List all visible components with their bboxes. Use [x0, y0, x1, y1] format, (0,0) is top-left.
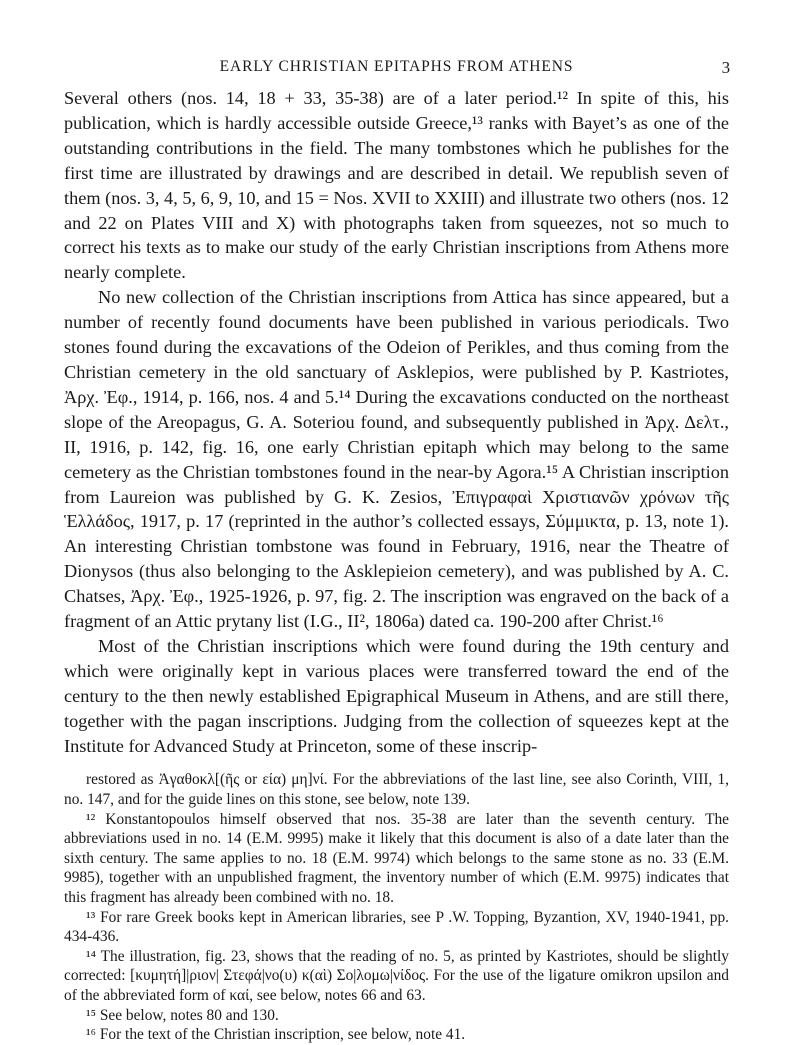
footnote: ¹³ For rare Greek books kept in American libraries, see P .W. Topping, Byzantion, XV, 1940-1941, pp. 434-436. — [64, 908, 729, 946]
paragraph: No new collection of the Christian inscriptions from Attica has since appeared, but a number of recently found documents have been published in various periodicals. Two stones found during the excavations of the Odeion of Perikles, and thus coming from the Christian cemetery in the old sanctuary of Asklepios, were published by P. Kastriotes, Ἀρχ. Ἐφ., 1914, p. 166, nos. 4 and 5.¹⁴ During the excavations conducted on the northeast slope of the Areopagus, G. A. Soteriou found, and subsequently published in Ἀρχ. Δελτ., II, 1916, p. 142, fig. 16, one early Christian epitaph which may belong to the same cemetery as the Christian tombstones found in the near-by Agora.¹⁵ A Christian inscription from Laureion was published by G. K. Zesios, Ἐπιγραφαὶ Χριστιανῶν χρόνων τῆς Ἑλλάδος, 1917, p. 17 (reprinted in the author’s collected essays, Σύμμικτα, p. 13, note 1). An interesting Christian tombstone was found in February, 1916, near the Theatre of Dionysos (thus also belonging to the Asklepieion cemetery), and was published by A. C. Chatses, Ἀρχ. Ἐφ., 1925-1926, p. 97, fig. 2. The inscription was engraved on the back of a fragment of an Attic prytany list (I.G., II², 1806a) dated ca. 190-200 after Christ.¹⁶ — [64, 287, 729, 632]
page — [64, 56, 729, 1045]
paragraph: Most of the Christian inscriptions which were found during the 19th century and which were originally kept in various places were transferred toward the end of the century to the then newly established Epigraphical Museum in Athens, and are still there, together with the pagan inscriptions. Judging from the collection of squeezes kept at the Institute for Advanced Study at Princeton, some of these inscrip- — [64, 635, 729, 756]
footnote: ¹⁶ For the text of the Christian inscription, see below, note 41. — [86, 1026, 466, 1044]
page-number: 3 — [721, 58, 731, 77]
running-title: EARLY CHRISTIAN EPITAPHS FROM ATHENS — [219, 58, 574, 75]
footnote: ¹⁴ The illustration, fig. 23, shows that the reading of no. 5, as printed by Kastriotes, should be slightly corrected: [κυμητή]|ριον| Στεφά|νο(υ) κ(αὶ) Σο|λομω|νίδος. For the use of the ligature omikron upsilon and of the abbreviated form of καί, see below, notes 66 and 63. — [64, 947, 729, 1004]
footnotes — [64, 770, 729, 1044]
paragraph: Several others (nos. 14, 18 + 33, 35-38) are of a later period.¹² In spite of this, his publication, which is hardly accessible outside Greece,¹³ ranks with Bayet’s as one of the outstanding contributions in the field. The many tombstones which he publishes for the first time are illustrated by drawings and are described in detail. We republish seven of them (nos. 3, 4, 5, 6, 9, 10, and 15 = Nos. XVII to XXIII) and illustrate two others (nos. 12 and 22 on Plates VIII and X) with photographs taken from squeezes, not so much to correct his texts as to make our study of the early Christian inscriptions from Athens more nearly complete. — [64, 88, 729, 283]
footnote-continuation: restored as Ἀγαθοκλ[(ῆς or εία) μη]νί. For the abbreviations of the last line, see also Corinth, VIII, 1, no. 147, and for the guide lines on this stone, see below, note 139. — [64, 771, 729, 809]
main-text — [64, 86, 729, 758]
running-header — [64, 56, 729, 82]
footnote: ¹⁵ See below, notes 80 and 130. — [86, 1006, 279, 1024]
footnote: ¹² Konstantopoulos himself observed that nos. 35-38 are later than the seventh century. The abbreviations used in no. 14 (E.M. 9995) make it likely that this document is also of a date later than the sixth century. The same applies to no. 18 (E.M. 9974) which belongs to the same stone as no. 33 (E.M. 9985), together with an unpublished fragment, the inventory number of which (E.M. 9975) indicates that this fragment has already been combined with no. 18. — [64, 810, 729, 907]
